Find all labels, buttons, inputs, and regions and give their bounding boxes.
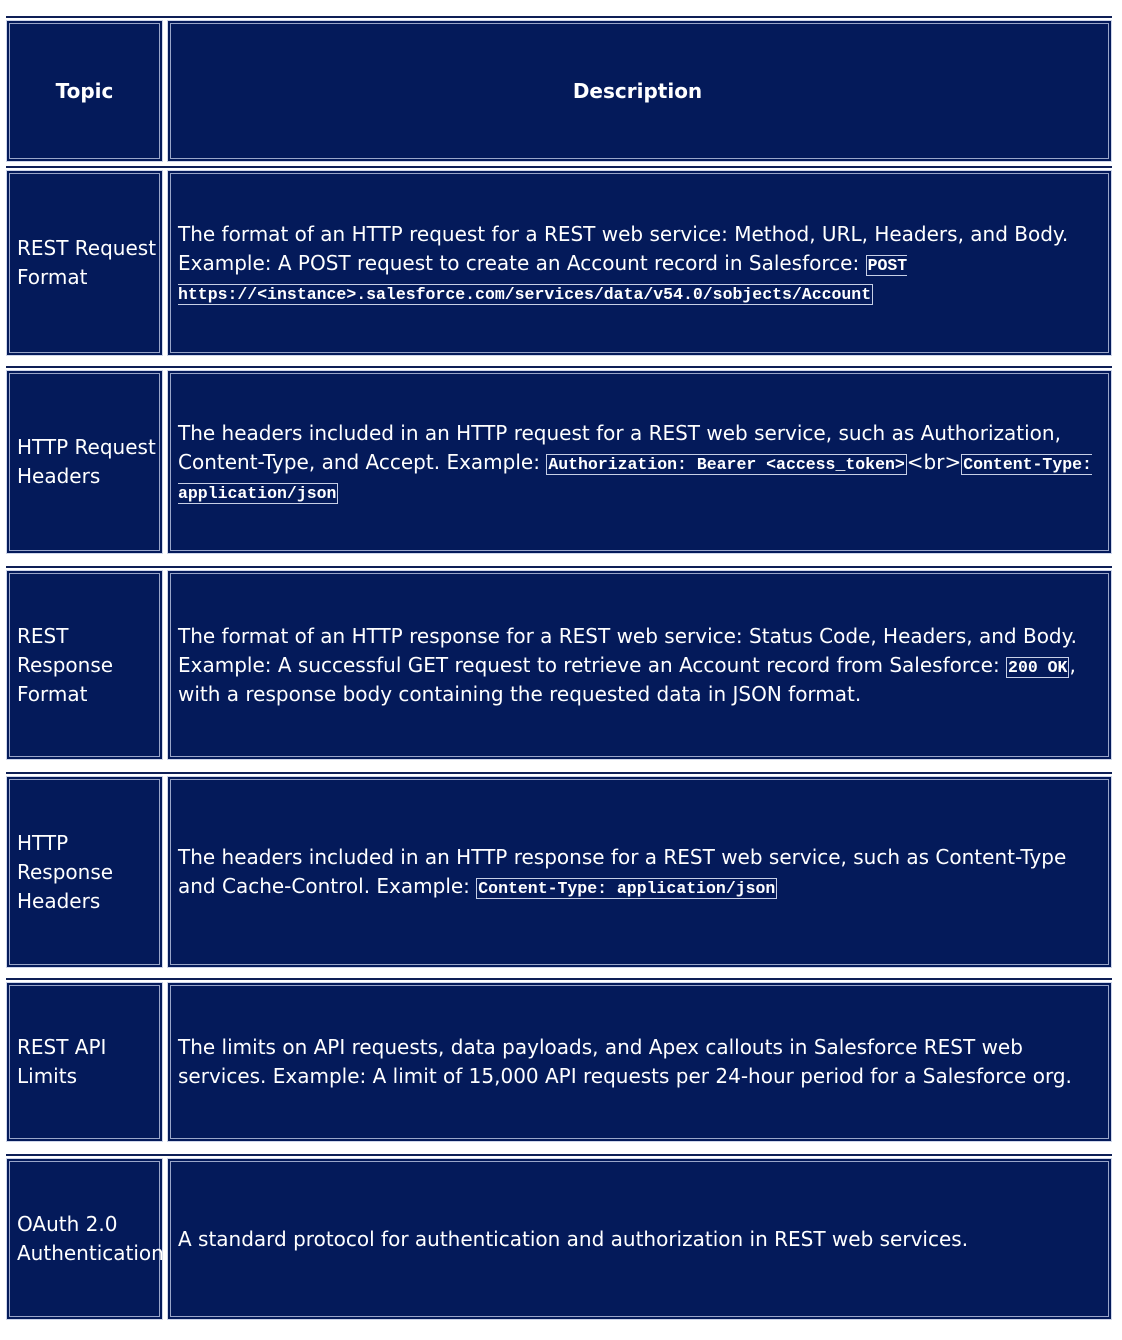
row-topic (6, 370, 163, 554)
row-topic (6, 776, 163, 968)
header-topic: Topic (6, 20, 163, 162)
row-description (167, 570, 1112, 760)
table-header-row (6, 20, 1112, 162)
row-description (167, 1158, 1112, 1320)
description-plain: The format of an HTTP response for a REST web service: Status Code, Headers, and Body. Example: A successful GET request to retrieve an Account record from Salesforce: (178, 623, 1077, 677)
table-row (6, 570, 1112, 760)
description-text (178, 843, 1107, 901)
row-topic (6, 982, 163, 1142)
topic-text: REST Request Format (17, 236, 157, 289)
row-description (167, 170, 1112, 356)
description-text (178, 220, 1107, 307)
code-snippet: POST https://<instance>.salesforce.com/services/data/v54.0/sobjects/Account (178, 255, 908, 304)
row-topic (6, 170, 163, 356)
description-plain: The headers included in an HTTP request for a REST web service, such as Authorization, Content-Type, and Accept. Example: (178, 420, 1061, 474)
description-between: <br> (906, 449, 962, 474)
description-plain: The format of an HTTP request for a REST web service: Method, URL, Headers, and Body. Example: A POST request to create an Account record in Salesforce: (178, 221, 1069, 275)
table-row (6, 982, 1112, 1142)
code-snippet: Content-Type: application/json (178, 454, 1092, 503)
row-description (167, 370, 1112, 554)
row-description (167, 982, 1112, 1142)
description-text (178, 419, 1107, 506)
table-row (6, 1158, 1112, 1320)
topic-text: HTTP Request Headers (17, 435, 156, 488)
description-plain: The headers included in an HTTP response for a REST web service, such as Content-Type and Cache-Control. Example: (178, 845, 1067, 898)
description-text: A standard protocol for authentication and authorization in REST web services. (178, 1226, 969, 1251)
row-topic (6, 570, 163, 760)
description-text (178, 622, 1107, 709)
topic-text: REST API Limits (17, 1035, 107, 1088)
table-row (6, 170, 1112, 356)
table-row (6, 370, 1112, 554)
topic-text: OAuth 2.0 Authentication (17, 1212, 164, 1265)
code-snippet: Authorization: Bearer <access_token> (548, 454, 905, 474)
header-description: Description (167, 20, 1112, 162)
row-topic (6, 1158, 163, 1320)
description-after: , with a response body containing the requested data in JSON format. (178, 652, 1076, 706)
topic-text: REST Response Format (17, 623, 114, 706)
code-snippet: Content-Type: application/json (478, 879, 776, 898)
row-description (167, 776, 1112, 968)
description-text: The limits on API requests, data payloads, and Apex callouts in Salesforce REST web services. Example: A limit of 15,000 API requests per 24-hour period for a Salesforce org. (178, 1035, 1072, 1088)
topic-text: HTTP Response Headers (17, 830, 114, 913)
code-snippet: 200 OK (1008, 657, 1068, 677)
table-row (6, 776, 1112, 968)
